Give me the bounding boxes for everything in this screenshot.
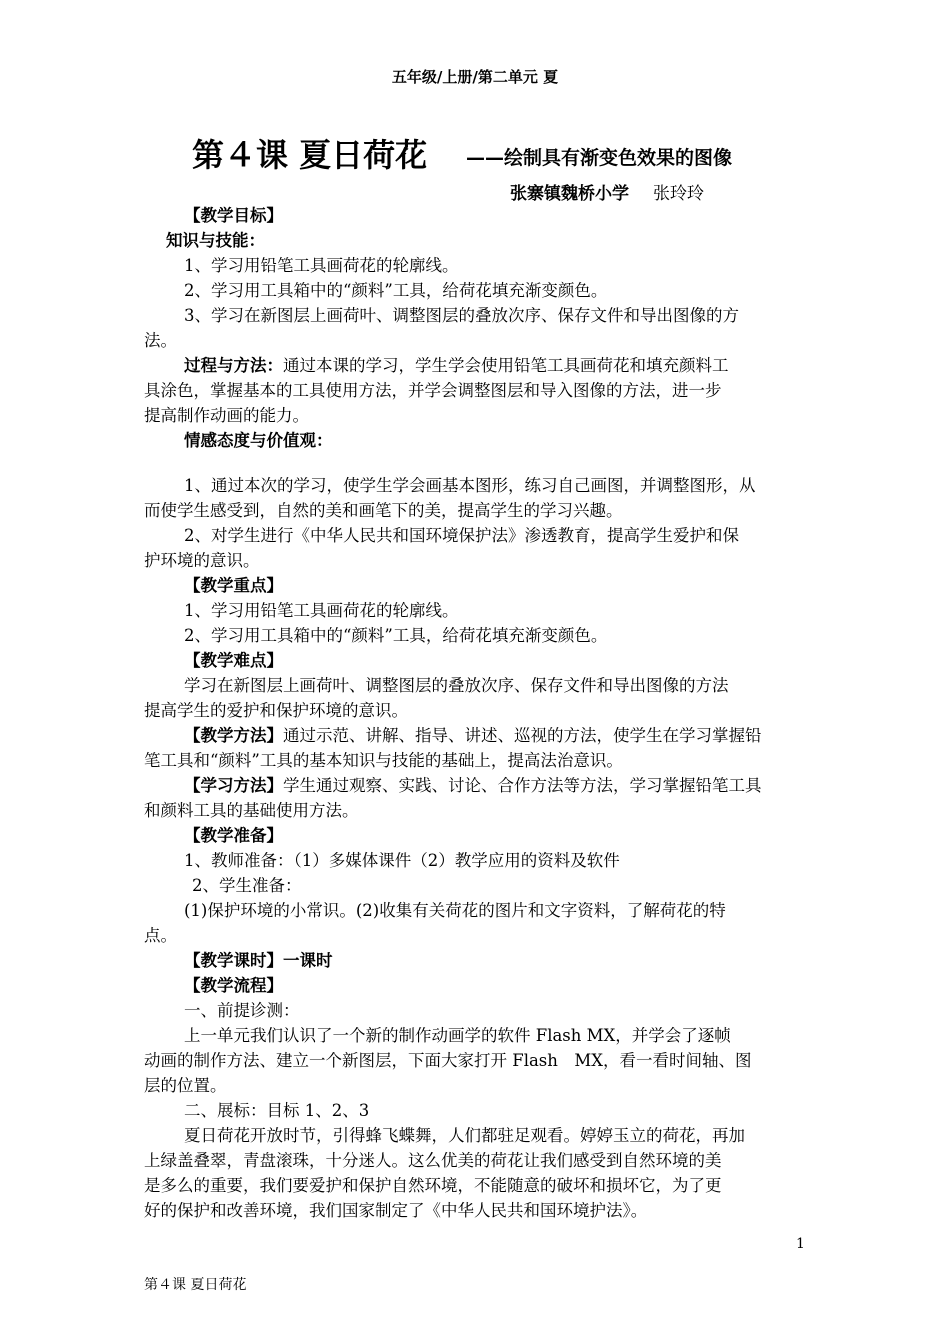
text-line: 一、前提诊测：	[184, 1001, 300, 1020]
text-inline: 学生通过观察、实践、讨论、合作方法等方法，学习掌握铅笔工具	[283, 776, 762, 795]
heading-key-points: 【教学重点】	[184, 576, 283, 595]
text-line: 好的保护和改善环境，我们国家制定了《中华人民共和国环境护法》。	[144, 1201, 648, 1220]
text-line: 学习在新图层上画荷叶、调整图层的叠放次序、保存文件和导出图像的方法	[184, 676, 729, 695]
text-line: 具涂色，掌握基本的工具使用方法，并学会调整图层和导入图像的方法，进一步	[144, 381, 722, 400]
text-line: 动画的制作方法、建立一个新图层，下面大家打开 Flash MX，看一看时间轴、图	[144, 1051, 752, 1070]
lesson-subtitle: ——绘制具有渐变色效果的图像	[466, 147, 733, 169]
teaching-method-paragraph	[184, 723, 762, 748]
text-line: 夏日荷花开放时节，引得蜂飞蝶舞，人们都驻足观看。婷婷玉立的荷花，再加	[184, 1126, 745, 1145]
subheading-process: 过程与方法：	[184, 356, 283, 375]
heading-preparation: 【教学准备】	[184, 826, 283, 845]
subheading-attitude: 情感态度与价值观：	[184, 431, 333, 450]
running-header: 五年级/上册/第二单元 夏	[391, 68, 559, 86]
text-inline: 通过示范、讲解、指导、讲述、巡视的方法，使学生在学习掌握铅	[283, 726, 762, 745]
text-line: 二、展标：目标 1、2、3	[184, 1101, 370, 1120]
text-line: 法。	[144, 331, 177, 350]
text-line: (1)保护环境的小常识。(2)收集有关荷花的图片和文字资料，了解荷花的特	[184, 901, 726, 920]
author-name: 张玲玲	[653, 184, 704, 204]
text-line: 1、教师准备：（1）多媒体课件（2）教学应用的资料及软件	[184, 851, 620, 870]
author-school: 张寨镇魏桥小学	[510, 184, 629, 204]
text-line: 点。	[144, 926, 177, 945]
text-line: 2、对学生进行《中华人民共和国环境保护法》渗透教育，提高学生爱护和保	[184, 526, 739, 545]
heading-class-hours: 【教学课时】一课时	[184, 951, 333, 970]
learning-method-paragraph	[184, 773, 762, 798]
text-line: 提高制作动画的能力。	[144, 406, 309, 425]
text-line: 2、学生准备：	[192, 876, 302, 895]
text-line: 1、通过本次的学习，使学生学会画基本图形，练习自己画图，并调整图形，从	[184, 476, 756, 495]
heading-flow: 【教学流程】	[184, 976, 283, 995]
page-number: 1	[796, 1236, 805, 1252]
text-line: 1、学习用铅笔工具画荷花的轮廓线。	[184, 601, 459, 620]
text-line: 1、学习用铅笔工具画荷花的轮廓线。	[184, 256, 459, 275]
text-line: 是多么的重要，我们要爱护和保护自然环境，不能随意的破坏和损坏它，为了更	[144, 1176, 722, 1195]
text-line: 层的位置。	[144, 1076, 227, 1095]
text-line: 和颜料工具的基础使用方法。	[144, 801, 359, 820]
text-line: 3、学习在新图层上画荷叶、调整图层的叠放次序、保存文件和导出图像的方	[184, 306, 739, 325]
text-line: 而使学生感受到，自然的美和画笔下的美，提高学生的学习兴趣。	[144, 501, 623, 520]
text-line: 笔工具和“颜料”工具的基本知识与技能的基础上，提高法治意识。	[144, 751, 623, 770]
heading-difficulties: 【教学难点】	[184, 651, 283, 670]
text-line: 提高学生的爱护和保护环境的意识。	[144, 701, 408, 720]
text-line: 上一单元我们认识了一个新的制作动画学的软件 Flash MX，并学会了逐帧	[184, 1026, 731, 1045]
text-line: 上绿盖叠翠，青盘滚珠，十分迷人。这么优美的荷花让我们感受到自然环境的美	[144, 1151, 722, 1170]
subheading-knowledge: 知识与技能：	[166, 231, 265, 250]
text-line: 2、学习用工具箱中的“颜料”工具，给荷花填充渐变颜色。	[184, 281, 608, 300]
heading-objectives: 【教学目标】	[184, 206, 283, 225]
heading-learning-method: 【学习方法】	[184, 776, 283, 795]
text-line: 2、学习用工具箱中的“颜料”工具，给荷花填充渐变颜色。	[184, 626, 608, 645]
process-paragraph	[184, 353, 729, 378]
running-footer: 第４课 夏日荷花	[144, 1277, 247, 1293]
heading-teaching-method: 【教学方法】	[184, 726, 283, 745]
text-line: 护环境的意识。	[144, 551, 260, 570]
lesson-title: 第４课 夏日荷花	[192, 136, 428, 174]
text-inline: 通过本课的学习，学生学会使用铅笔工具画荷花和填充颜料工	[283, 356, 729, 375]
author-line	[510, 179, 704, 204]
